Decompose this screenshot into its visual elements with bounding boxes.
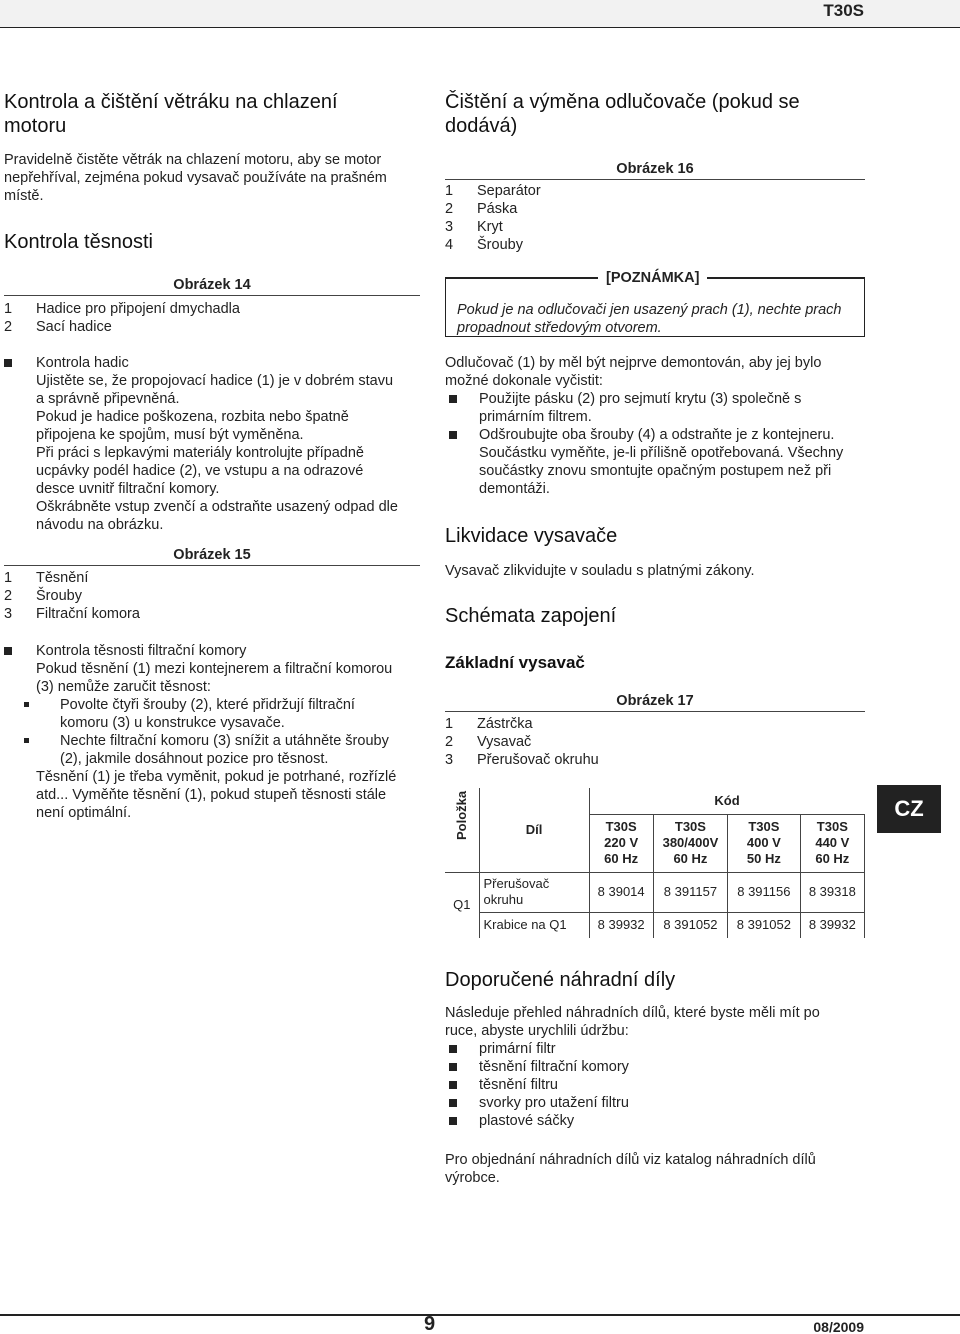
list-item [445, 426, 875, 498]
list-item: 2 Páska [445, 201, 518, 217]
text-line: Pro objednání náhradních dílů viz katalog náhradních dílů [445, 1152, 816, 1168]
col-header: T30S 440 V 60 Hz [800, 814, 864, 872]
table-row [445, 872, 865, 912]
header-code: Kód [589, 788, 865, 814]
text-line: atd... Vyměňte těsnění (1), pokud stupeň těsnosti stále [36, 787, 387, 803]
section-title-separator: Čištění a výměna odlučovače (pokud se dodává) [445, 91, 800, 137]
spare-parts-block [445, 1004, 875, 1130]
text-line: desce uvnitř filtrační komory. [36, 481, 220, 497]
list-item: 1 Těsnění [4, 570, 89, 586]
bullet-icon [4, 647, 12, 655]
text-line: součástky znovu smontujte opačným postupem než při [479, 463, 832, 479]
header-part: Díl [479, 788, 589, 872]
col-header: T30S 400 V 50 Hz [728, 814, 801, 872]
text-line: Následuje přehled náhradních dílů, které byste měli mít po [445, 1005, 820, 1021]
list-item: 2 Šrouby [4, 588, 82, 604]
table-cell: 8 391157 [653, 872, 727, 912]
list-item: těsnění filtrační komory [445, 1058, 875, 1076]
text-line: Při práci s lepkavými materiály kontrolujte případně [36, 445, 364, 461]
list-item: primární filtr [445, 1040, 875, 1058]
list-item: 1 Hadice pro připojení dmychadla [4, 301, 240, 317]
bullet-icon [449, 395, 457, 403]
table-cell: 8 391052 [728, 912, 801, 938]
table-row [445, 912, 865, 938]
text-line: připojena ke spojům, musí být vyměněna. [36, 427, 304, 443]
bullet-icon [449, 1063, 457, 1071]
header-item [445, 788, 479, 872]
text-line: Oškrábněte vstup zvenčí a odstraňte usazený odpad dle [36, 499, 398, 515]
text-line: možné dokonale vyčistit: [445, 373, 603, 389]
list-item [445, 390, 875, 426]
figure-14-caption: Obrázek 14 [4, 276, 420, 296]
list-item: 2 Vysavač [445, 734, 532, 750]
list-item: 3 Přerušovač okruhu [445, 752, 599, 768]
section-title-fan: Kontrola a čištění větráku na chlazení motoru [4, 91, 338, 137]
section-title-wiring: Schémata zapojení [445, 605, 617, 627]
bullet-icon [24, 702, 29, 707]
table-cell: 8 39932 [800, 912, 864, 938]
list-item: 1 Separátor [445, 183, 541, 199]
text-line: primárním filtrem. [479, 409, 592, 425]
figure-15-caption: Obrázek 15 [4, 546, 420, 566]
filter-check-title: Kontrola těsnosti filtrační komory [36, 643, 247, 659]
bullet-icon [449, 1045, 457, 1053]
figure-15-list [4, 569, 140, 623]
header-item-label: Položka [453, 790, 469, 840]
text-line: komoru (3) u konstrukce vysavače. [60, 715, 285, 731]
bullet-icon [4, 359, 12, 367]
figure-14-list [4, 300, 240, 336]
text-line: Pokud těsnění (1) mezi kontejnerem a filtrační komorou [36, 661, 393, 677]
table-cell: Krabice na Q1 [479, 912, 589, 938]
note-label: [POZNÁMKA] [598, 269, 707, 287]
text-line: Nechte filtrační komoru (3) snížit a utáhněte šrouby [60, 733, 389, 749]
list-item: 4 Šrouby [445, 237, 523, 253]
section-title-spare-parts: Doporučené náhradní díly [445, 969, 676, 991]
header-bar [0, 0, 960, 28]
text-line: (3) nemůže zaručit těsnost: [36, 679, 211, 695]
section-title-disposal: Likvidace vysavače [445, 525, 618, 547]
hose-check-title: Kontrola hadic [36, 355, 129, 371]
wiring-subtitle: Základní vysavač [445, 653, 585, 672]
bullet-icon [449, 1081, 457, 1089]
sub-list-item [36, 696, 420, 732]
text-line: Odšroubujte oba šrouby (4) a odstraňte je z kontejneru. [479, 427, 835, 443]
list-item: 3 Filtrační komora [4, 606, 140, 622]
bullet-icon [24, 738, 29, 743]
figure-16-list [445, 182, 541, 254]
figure-16-caption: Obrázek 16 [445, 160, 865, 180]
fan-text: Pravidelně čistěte větrák na chlazení motoru, aby se motor nepřehříval, zejména pokud vysavač používáte na prašném místě. [4, 152, 387, 204]
table-cell: 8 39932 [589, 912, 653, 938]
bullet-icon [449, 431, 457, 439]
hose-check-block [0, 354, 420, 534]
text-line: Ujistěte se, že propojovací hadice (1) je v dobrém stavu [36, 373, 394, 389]
note-text: Pokud je na odlučovači jen usazený prach (1), nechte prach propadnout středovým otvorem. [457, 302, 842, 336]
text-line: Pokud je hadice poškozena, rozbita nebo špatně [36, 409, 349, 425]
bullet-icon [449, 1117, 457, 1125]
text-line: demontáži. [479, 481, 550, 497]
section-title-tightness: Kontrola těsnosti [4, 231, 153, 253]
list-item: 2 Sací hadice [4, 319, 112, 335]
page-number: 9 [424, 1313, 436, 1334]
figure-17-list [445, 715, 599, 769]
text-line: Součástku vyměňte, je-li přílišně opotřebovaná. Všechny [479, 445, 844, 461]
edition-date: 08/2009 [813, 1319, 864, 1334]
table-row [445, 788, 865, 814]
text-line: výrobce. [445, 1170, 500, 1186]
parts-table [445, 788, 865, 938]
note-box [445, 270, 865, 337]
text-line: (2), jakmile dosáhnout pozice pro těsnost. [60, 751, 329, 767]
text-line: není optimální. [36, 805, 132, 821]
text-line: a správně připevněná. [36, 391, 180, 407]
figure-17-caption: Obrázek 17 [445, 692, 865, 712]
list-item: svorky pro utažení filtru [445, 1094, 875, 1112]
table-cell: Přerušovač okruhu [479, 872, 589, 912]
list-item: 3 Kryt [445, 219, 503, 235]
order-text [445, 1151, 875, 1187]
language-tab: CZ [877, 785, 941, 833]
disposal-text: Vysavač zlikvidujte v souladu s platnými zákony. [445, 563, 755, 579]
text-line: Odlučovač (1) by měl být nejprve demontován, aby jej bylo [445, 355, 822, 371]
text-line: ruce, abyste urychlili údržbu: [445, 1023, 629, 1039]
separator-text [445, 354, 875, 498]
table-cell: 8 391156 [728, 872, 801, 912]
bullet-icon [449, 1099, 457, 1107]
table-cell: 8 39318 [800, 872, 864, 912]
text-line: Těsnění (1) je třeba vyměnit, pokud je potrhané, rozřízlé [36, 769, 397, 785]
col-header: T30S 380/400V 60 Hz [653, 814, 727, 872]
text-line: ucpávky podél hadice (2), ve vstupu a na odrazové [36, 463, 364, 479]
filter-check-block [0, 642, 420, 822]
sub-list-item [36, 732, 420, 768]
cell-q1: Q1 [445, 872, 479, 938]
table-cell: 8 39014 [589, 872, 653, 912]
model-label: T30S [823, 1, 864, 20]
list-item: 1 Zástrčka [445, 716, 533, 732]
list-item: plastové sáčky [445, 1112, 875, 1130]
footer-line [0, 1314, 960, 1316]
text-line: Použijte pásku (2) pro sejmutí krytu (3) společně s [479, 391, 802, 407]
text-line: návodu na obrázku. [36, 517, 164, 533]
col-header: T30S 220 V 60 Hz [589, 814, 653, 872]
list-item: těsnění filtru [445, 1076, 875, 1094]
text-line: Povolte čtyři šrouby (2), které přidržují filtrační [60, 697, 355, 713]
table-cell: 8 391052 [653, 912, 727, 938]
